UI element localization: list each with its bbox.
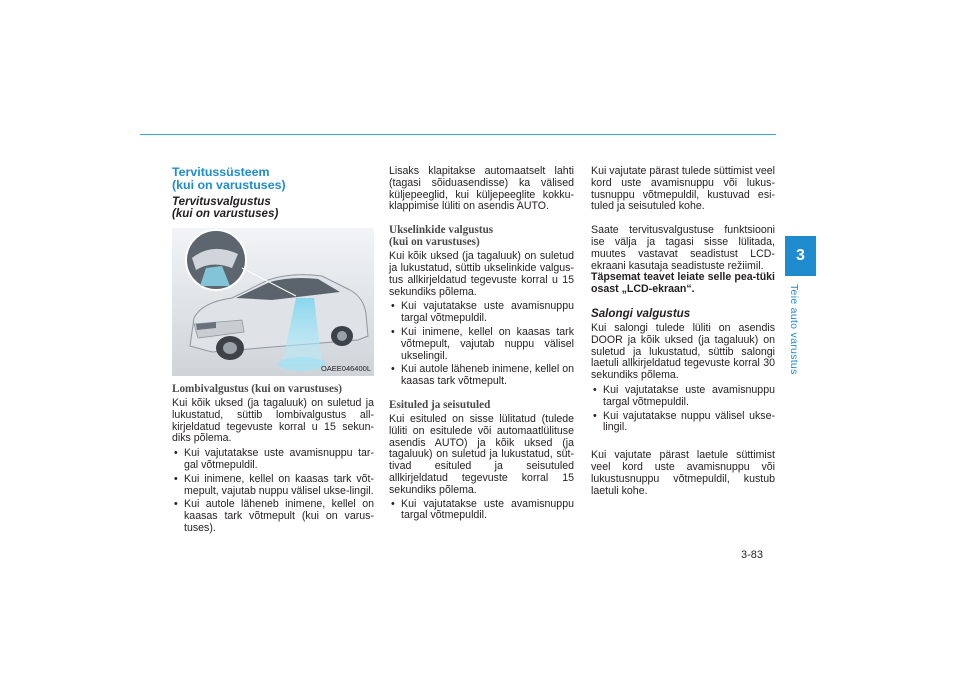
chapter-side-title: [786, 284, 814, 384]
figure-code: OAEE046400L: [320, 364, 371, 374]
column-2: [389, 166, 574, 522]
salong-bullets: [591, 385, 775, 434]
salong-heading: Salongi valgustus: [591, 306, 691, 320]
laetuli-text: Kui vajutate pärast laetule süttimist veel kord uste avamisnuppu või lukustusnuppu võtmepuldil, kustub laetuli kohe.: [591, 449, 775, 497]
lombi-heading: Lombivalgustus (kui on varustuses): [172, 383, 343, 395]
esituled-heading: Esituled ja seisutuled: [389, 398, 491, 411]
column-3: [591, 166, 775, 497]
list-item: • Kui inimene, kellel on kaasas tark võt-mepult, vajutab nuppu välisel ukse-lingil.: [172, 474, 374, 498]
car-image: [172, 228, 374, 376]
list-item: • Kui inimene, kellel on kaasas tark võtmepult, vajutab nuppu välisel ukselingil.: [389, 327, 574, 362]
ukselink-heading-1: Ukselinkide valgustus: [389, 224, 494, 237]
chapter-number: 3: [796, 247, 805, 264]
esituled-bullets: [389, 499, 574, 523]
lombi-bullets: [172, 448, 374, 535]
list-item: • Kui vajutatakse uste avamisnuppu targal võtmepuldil.: [389, 499, 574, 523]
esituled-text: Kui esituled on sisse lülitatud (tulede lüliti on esitulede või automaatlülituse asendis AUTO) ja kõik uksed (ja tagaluuk) on suletud ja lukustatud, süt-tivad esituled ja seisutuled allkirjeldatud tegevuste korral 15 sekundiks põlema.: [389, 412, 574, 496]
section-title-2: (kui on varustuses): [172, 177, 286, 192]
car-illustration: [172, 228, 374, 376]
settings-reference: Täpsemat teavet leiate selle pea-tüki osast „LCD-ekraan“.: [591, 271, 775, 296]
lombi-text: Kui kõik uksed (ja tagaluuk) on suletud ja lukustatud, süttib lombivalgustus all-kirjeldatud tegevuste korral u 15 sekun-diks põlema.: [172, 397, 374, 445]
list-item: • Kui vajutatakse nuppu välisel ukse-lingil.: [591, 411, 775, 435]
ukselink-bullets: [389, 301, 574, 388]
settings-text: Saate tervitusvalgustuse funktsiooni ise välja ja tagasi sisse lülitada, muutes vastavat seadistust LCD-ekraani kasutaja seadistuste režiimil.: [591, 224, 775, 272]
list-item: • Kui autole läheneb inimene, kellel on kaasas tark võtmepult.: [389, 364, 574, 388]
list-item: • Kui vajutatakse uste avamisnuppu tar-gal võtmepuldil.: [172, 448, 374, 472]
top-rule: [140, 134, 776, 135]
page-number: 3-83: [741, 549, 764, 561]
subsection-title-1: Tervitusvalgustus: [172, 195, 271, 208]
list-item: • Kui vajutatakse uste avamisnuppu targal võtmepuldil.: [389, 301, 574, 325]
chapter-title: Teie auto varustus: [788, 284, 800, 375]
column-1: [172, 166, 374, 535]
salong-text: Kui salongi tulede lüliti on asendis DOOR ja kõik uksed (ja tagaluuk) on suletud ja lukustatud, süttib salongi laetuli allkirjeldatud tegevuste korral 30 sekundiks põlema.: [591, 321, 775, 382]
ukselink-text: Kui kõik uksed (ja tagaluuk) on suletud ja lukustatud, süttib ukselinkide valgus-tus allkirjeldatud tegevuste korral u 15 sekundiks põlema.: [389, 250, 574, 298]
chapter-tab: [785, 236, 816, 276]
list-item: • Kui autole läheneb inimene, kellel on kaasas tark võtmepult (kui on varus-tuses).: [172, 499, 374, 534]
intro-text: Lisaks klapitakse automaatselt lahti (tagasi sõiduasendisse) ka välised küljepeeglid, kui küljepeeglite kokku-klappimise lüliti on asendis AUTO.: [389, 165, 574, 213]
after-text: Kui vajutate pärast tulede süttimist veel kord uste avamisnuppu või lukus-tusnuppu võtmepuldil, kustuvad esi-tuled ja seisutuled kohe.: [591, 165, 775, 213]
ukselink-heading-2: (kui on varustuses): [389, 236, 480, 249]
section-title-1: Tervitussüsteem: [172, 165, 270, 179]
subsection-title-2: (kui on varustuses): [172, 207, 279, 220]
list-item: • Kui vajutatakse uste avamisnuppu targal võtmepuldil.: [591, 385, 775, 409]
